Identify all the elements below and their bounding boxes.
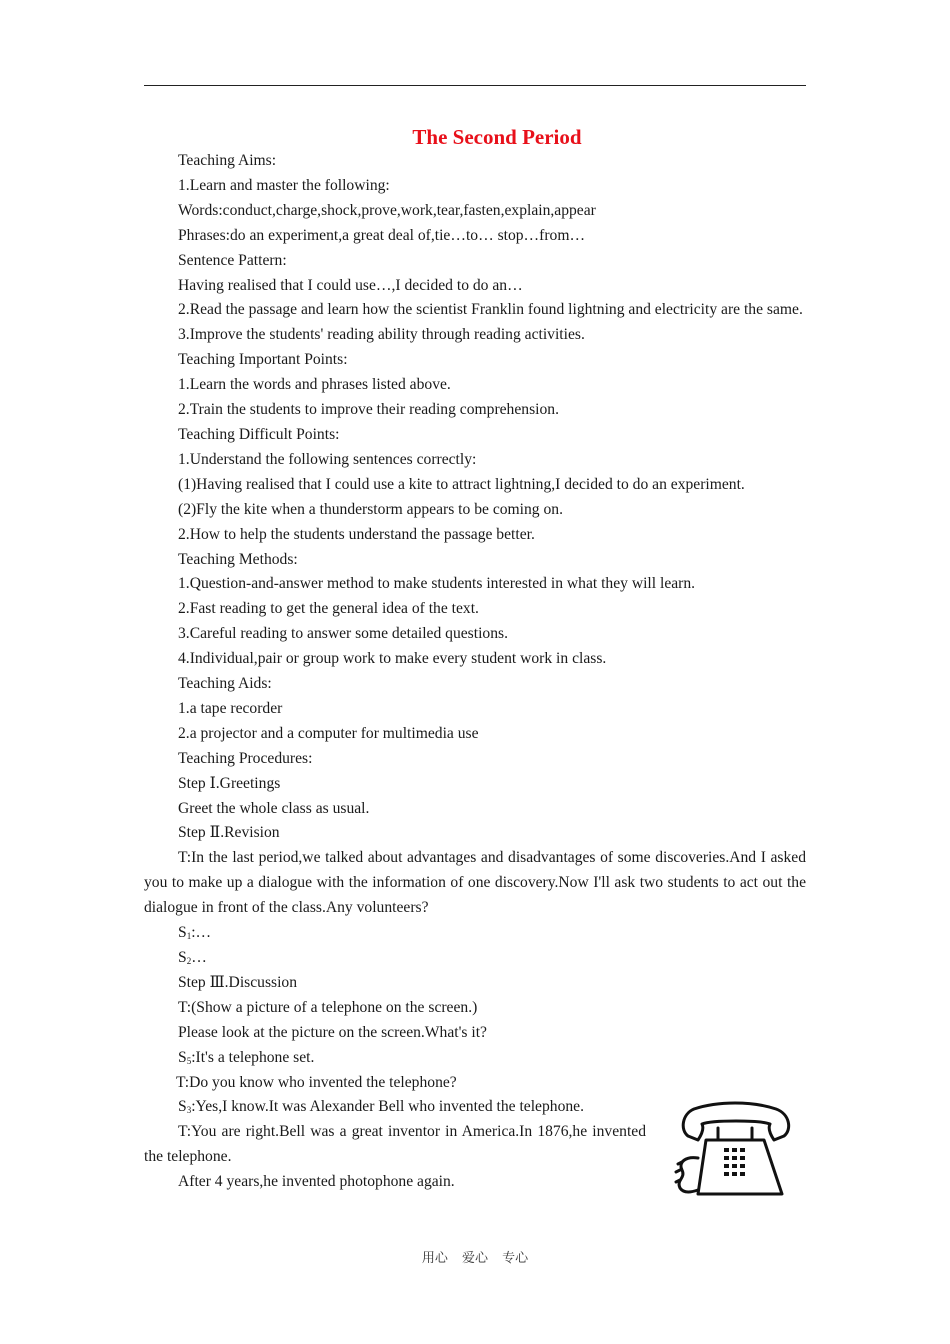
text-line: Please look at the picture on the screen.What's it?	[178, 1023, 487, 1041]
text-line: 4.Individual,pair or group work to make every student work in class.	[178, 650, 607, 668]
text-line: Having realised that I could use…,I decided to do an…	[178, 276, 523, 294]
text-line: After 4 years,he invented photophone again.	[178, 1173, 455, 1191]
text-line: Step Ⅱ.Revision	[178, 824, 280, 842]
text-line: T:Do you know who invented the telephone?	[176, 1073, 457, 1091]
text-line: 3.Improve the students' reading ability through reading activities.	[178, 326, 585, 344]
text-line: T:(Show a picture of a telephone on the screen.)	[178, 998, 478, 1016]
header-rule	[144, 85, 806, 86]
text-line: Step Ⅲ.Discussion	[178, 973, 298, 991]
text-line: Phrases:do an experiment,a great deal of,tie…to… stop…from…	[178, 226, 586, 244]
text-line: 1.Learn and master the following:	[178, 176, 390, 194]
text-line: 2.a projector and a computer for multimedia use	[178, 724, 479, 742]
text-line: Teaching Difficult Points:	[178, 425, 340, 443]
text-line: 2.Train the students to improve their reading comprehension.	[178, 401, 559, 419]
text-line: Sentence Pattern:	[178, 251, 287, 269]
text-paragraph: 2.Read the passage and learn how the scientist Franklin found lightning and electricity are the same.	[178, 301, 803, 319]
text-line: 1.Understand the following sentences correctly:	[178, 450, 477, 468]
text-line: (2)Fly the kite when a thunderstorm appears to be coming on.	[178, 500, 563, 518]
text-line: 3.Careful reading to answer some detailed questions.	[178, 625, 508, 643]
text-paragraph: T:In the last period,we talked about advantages and disadvantages of some discoveries.And I asked you to make up a dialogue with the information of one discovery.Now I'll ask two students to act out the dialogue in front of the class.Any volunteers?	[144, 849, 806, 917]
page-footer: 用心 爱心 专心	[421, 1251, 529, 1266]
text-line: Step Ⅰ.Greetings	[178, 774, 281, 792]
telephone-icon	[668, 1100, 802, 1200]
text-line: 2.How to help the students understand the passage better.	[178, 525, 535, 543]
text-line: 2.Fast reading to get the general idea of the text.	[178, 600, 479, 618]
speaker-line-s5: $S_5:It's$ a telephone set.	[178, 1048, 315, 1066]
text-paragraph: T:You are right.Bell was a great inventor in America.In 1876,he invented the telephone.	[144, 1123, 646, 1166]
text-line: Words:conduct,charge,shock,prove,work,tear,fasten,explain,appear	[178, 201, 596, 219]
text-line: 1.Question-and-answer method to make students interested in what they will learn.	[178, 575, 696, 593]
text-line: 1.Learn the words and phrases listed above.	[178, 376, 451, 394]
speaker-line-s2: $S_2\dots$	[178, 949, 207, 966]
text-line: 1.a tape recorder	[178, 699, 283, 717]
speaker-line-s3: $S_3:Yes,I$ know.It was Alexander Bell who invented the telephone.	[178, 1098, 584, 1116]
page-title: The Second Period	[412, 125, 582, 149]
document-body	[144, 149, 806, 1195]
text-line: Teaching Methods:	[178, 550, 298, 568]
text-line: Greet the whole class as usual.	[178, 799, 370, 817]
text-line: Teaching Aims:	[178, 152, 277, 169]
text-line: Teaching Aids:	[178, 675, 272, 693]
speaker-line-s1: $S_1:\dots$	[178, 924, 212, 942]
text-line: (1)Having realised that I could use a kite to attract lightning,I decided to do an experiment.	[178, 475, 745, 493]
text-line: Teaching Important Points:	[178, 351, 348, 369]
text-line: Teaching Procedures:	[178, 749, 313, 767]
